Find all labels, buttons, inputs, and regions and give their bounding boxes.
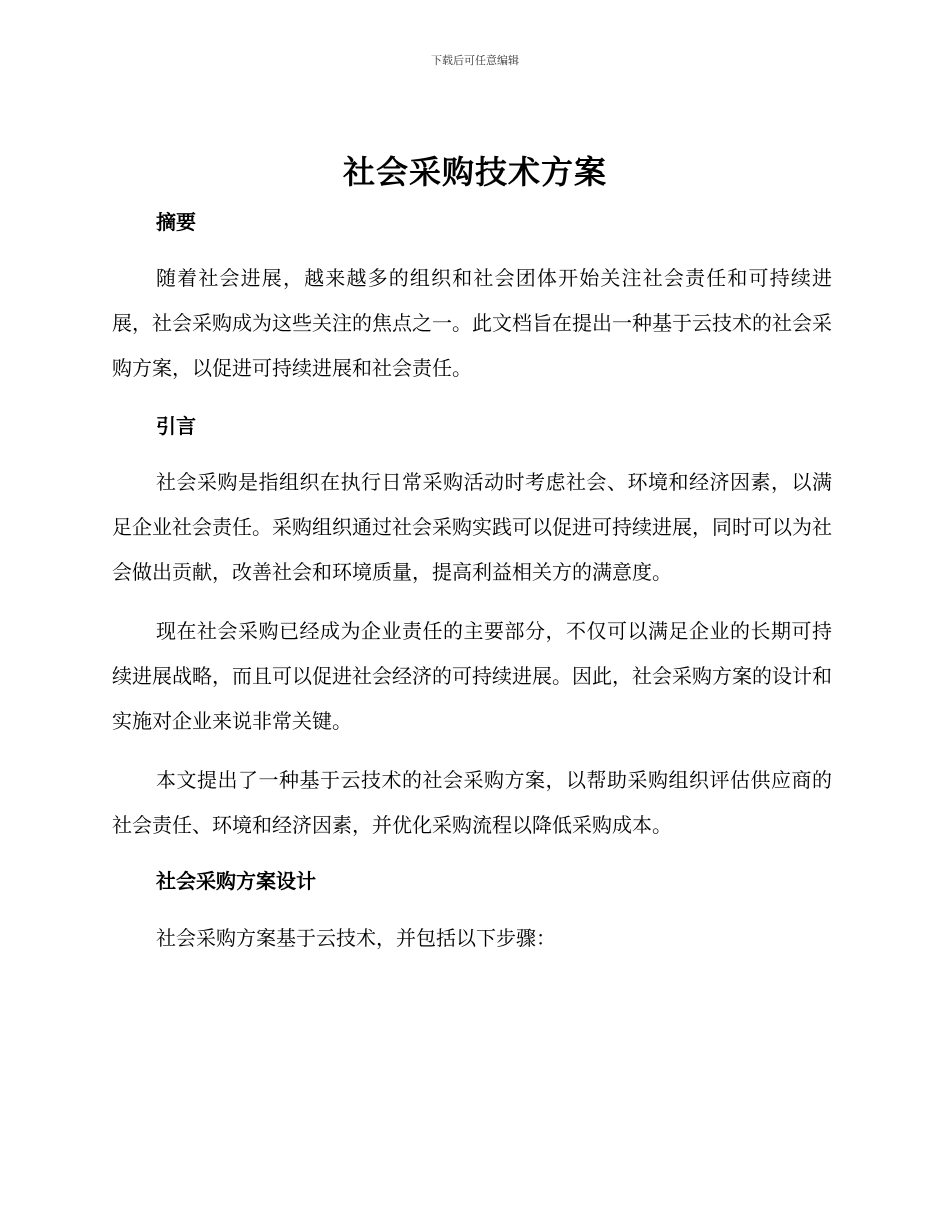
- section-heading-introduction: 引言: [156, 414, 196, 438]
- section-heading-design: 社会采购方案设计: [156, 869, 316, 893]
- introduction-paragraph-2: 现在社会采购已经成为企业责任的主要部分，不仅可以满足企业的长期可持续进展战略，而且可以促进社会经济的可持续进展。因此，社会采购方案的设计和实施对企业来说非常关键。: [112, 619, 832, 733]
- section-heading-abstract: 摘要: [156, 210, 196, 234]
- page-header-note: 下载后可任意编辑: [431, 54, 519, 67]
- abstract-paragraph: 随着社会进展，越来越多的组织和社会团体开始关注社会责任和可持续进展，社会采购成为这些关注的焦点之一。此文档旨在提出一种基于云技术的社会采购方案，以促进可持续进展和社会责任。: [112, 266, 832, 380]
- introduction-paragraph-1: 社会采购是指组织在执行日常采购活动时考虑社会、环境和经济因素，以满足企业社会责任。采购组织通过社会采购实践可以促进可持续进展，同时可以为社会做出贡献，改善社会和环境质量，提高利益相关方的满意度。: [112, 470, 832, 584]
- introduction-paragraph-3: 本文提出了一种基于云技术的社会采购方案，以帮助采购组织评估供应商的社会责任、环境和经济因素，并优化采购流程以降低采购成本。: [112, 768, 832, 837]
- design-paragraph: 社会采购方案基于云技术，并包括以下步骤：: [156, 926, 556, 950]
- document-title: 社会采购技术方案: [342, 153, 607, 191]
